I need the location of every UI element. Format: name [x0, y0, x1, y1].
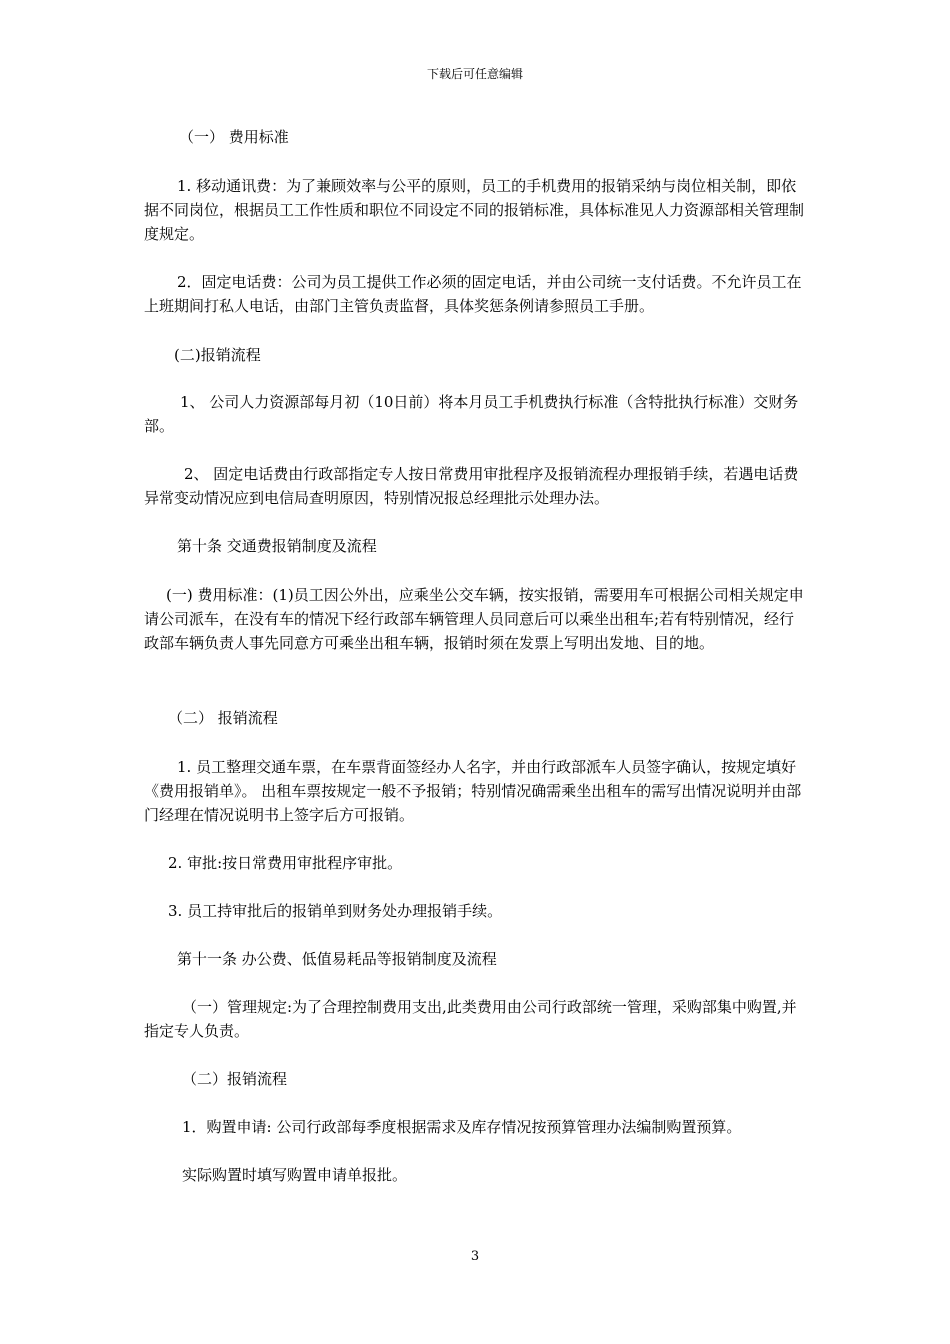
paragraph-finance-processing: 3. 员工持审批后的报销单到财务处办理报销手续。 — [168, 902, 503, 920]
paragraph-approval: 2. 审批:按日常费用审批程序审批。 — [168, 854, 403, 872]
paragraph-process-heading-2: （二） 报销流程 — [168, 709, 278, 727]
paragraph-transport-fee-standard: (一) 费用标准：(1)员工因公外出，应乘坐公交车辆，按实报销，需要用车可根据公司相关规定申请公司派车，在没有车的情况下经行政部车辆管理人员同意后可以乘坐出租车;若有特别情况，经行政部车辆负责人事先同意方可乘坐出租车辆，报销时须在发票上写明出发地、目的地。 — [144, 586, 804, 652]
page-number: 3 — [470, 1249, 480, 1264]
paragraph-transport-tickets: 1. 员工整理交通车票，在车票背面签经办人名字，并由行政部派车人员签字确认，按规定填好《费用报销单》。 出租车票按规定一般不予报销；特别情况确需乘坐出租车的需写出情况说明并由部门经理在情况说明书上签字后方可报销。 — [144, 758, 802, 824]
article-10-title: 第十条 交通费报销制度及流程 — [177, 537, 377, 555]
paragraph-management-rules: （一）管理规定:为了合理控制费用支出,此类费用由公司行政部统一管理，采购部集中购置,并指定专人负责。 — [144, 998, 797, 1040]
paragraph-purchase-request: 1．购置申请: 公司行政部每季度根据需求及库存情况按预算管理办法编制购置预算。 — [182, 1118, 742, 1136]
article-11-title: 第十一条 办公费、低值易耗品等报销制度及流程 — [177, 950, 497, 968]
page-header-note: 下载后可任意编辑 — [426, 67, 523, 81]
paragraph-fee-standard-heading: （一） 费用标准 — [179, 128, 289, 146]
paragraph-process-heading-1: (二)报销流程 — [174, 346, 261, 364]
paragraph-landline-fee: 2．固定电话费：公司为员工提供工作必须的固定电话，并由公司统一支付话费。不允许员工在上班期间打私人电话，由部门主管负责监督，具体奖惩条例请参照员工手册。 — [144, 273, 802, 315]
paragraph-mobile-fee: 1. 移动通讯费：为了兼顾效率与公平的原则，员工的手机费用的报销采纳与岗位相关制，即依据不同岗位，根据员工工作性质和职位不同设定不同的报销标准，具体标准见人力资源部相关管理制度规定。 — [144, 177, 805, 243]
paragraph-landline-reimbursement: 2、 固定电话费由行政部指定专人按日常费用审批程序及报销流程办理报销手续，若遇电话费异常变动情况应到电信局查明原因，特别情况报总经理批示处理办法。 — [144, 465, 799, 507]
paragraph-hr-monthly-standard: 1、 公司人力资源部每月初（10日前）将本月员工手机费执行标准（含特批执行标准）交财务部。 — [144, 393, 799, 435]
paragraph-process-heading-3: （二）报销流程 — [182, 1070, 288, 1088]
paragraph-actual-purchase: 实际购置时填写购置申请单报批。 — [182, 1166, 408, 1184]
